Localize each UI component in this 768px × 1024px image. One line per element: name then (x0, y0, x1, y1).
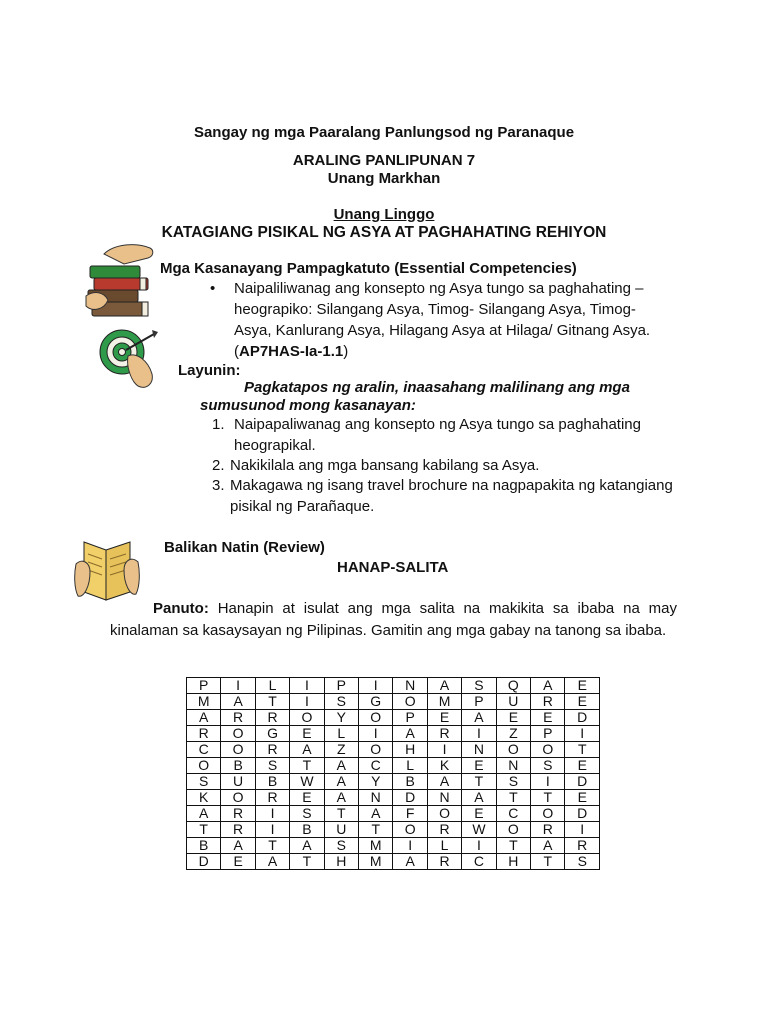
grid-cell: C (187, 742, 221, 758)
grid-cell: E (565, 758, 600, 774)
grid-cell: Q (496, 678, 530, 694)
competency-line-1: Naipaliliwanag ang konsepto ng Asya tungo sa paghahating – (234, 280, 644, 297)
objectives-intro-2: sumusunod mong kasanayan: (200, 397, 416, 414)
grid-row (187, 694, 600, 710)
grid-cell: T (496, 838, 530, 854)
grid-cell: A (393, 854, 427, 870)
grid-cell: I (359, 726, 393, 742)
grid-cell: O (187, 758, 221, 774)
grid-cell: I (462, 838, 496, 854)
grid-cell: E (427, 710, 461, 726)
grid-cell: A (462, 790, 496, 806)
grid-cell: B (255, 774, 289, 790)
grid-cell: T (462, 774, 496, 790)
grid-cell: R (427, 822, 461, 838)
grid-cell: N (496, 758, 530, 774)
word-search-grid (186, 677, 600, 870)
grid-row (187, 838, 600, 854)
grid-cell: O (427, 806, 461, 822)
grid-row (187, 742, 600, 758)
grid-cell: R (187, 726, 221, 742)
quarter-label: Unang Markhan (327, 170, 441, 187)
grid-cell: N (427, 790, 461, 806)
grid-cell: R (255, 742, 289, 758)
grid-cell: O (496, 822, 530, 838)
grid-cell: O (531, 806, 565, 822)
grid-cell: I (565, 822, 600, 838)
grid-cell: A (290, 838, 324, 854)
grid-cell: S (187, 774, 221, 790)
division-name: Sangay ng mga Paaralang Panlungsod ng Paranaque (193, 124, 575, 141)
objective-2-number: 2. (212, 457, 225, 474)
grid-row (187, 790, 600, 806)
grid-row (187, 854, 600, 870)
grid-cell: P (393, 710, 427, 726)
competency-code: AP7HAS-Ia-1.1 (239, 343, 344, 360)
grid-cell: S (324, 838, 358, 854)
grid-cell: S (565, 854, 600, 870)
grid-cell: M (427, 694, 461, 710)
lesson-topic: KATAGIANG PISIKAL NG ASYA AT PAGHAHATING REHIYON (161, 224, 607, 241)
grid-cell: I (462, 726, 496, 742)
grid-cell: R (531, 694, 565, 710)
grid-cell: O (393, 822, 427, 838)
objective-1-line-2: heograpikal. (234, 437, 316, 454)
objectives-heading: Layunin: (178, 362, 241, 379)
grid-cell: W (462, 822, 496, 838)
grid-cell: O (221, 790, 255, 806)
grid-cell: B (393, 774, 427, 790)
grid-cell: D (565, 710, 600, 726)
grid-cell: N (359, 790, 393, 806)
grid-cell: R (531, 822, 565, 838)
grid-cell: O (496, 742, 530, 758)
grid-cell: M (359, 854, 393, 870)
grid-cell: A (221, 694, 255, 710)
grid-cell: I (565, 726, 600, 742)
grid-row (187, 758, 600, 774)
grid-cell: E (565, 790, 600, 806)
grid-cell: R (221, 822, 255, 838)
grid-cell: A (427, 678, 461, 694)
grid-cell: A (359, 806, 393, 822)
grid-cell: G (359, 694, 393, 710)
grid-cell: C (359, 758, 393, 774)
grid-cell: A (255, 854, 289, 870)
grid-row (187, 774, 600, 790)
grid-cell: A (531, 838, 565, 854)
grid-cell: E (462, 806, 496, 822)
grid-cell: T (255, 694, 289, 710)
grid-cell: Z (324, 742, 358, 758)
grid-cell: A (393, 726, 427, 742)
grid-cell: O (290, 710, 324, 726)
grid-cell: I (290, 678, 324, 694)
grid-cell: T (531, 854, 565, 870)
grid-cell: E (290, 790, 324, 806)
grid-cell: M (187, 694, 221, 710)
code-open: ( (234, 343, 239, 360)
grid-cell: I (255, 822, 289, 838)
grid-cell: R (565, 838, 600, 854)
grid-cell: B (290, 822, 324, 838)
grid-cell: D (565, 774, 600, 790)
review-heading: Balikan Natin (Review) (164, 539, 325, 556)
grid-cell: N (393, 678, 427, 694)
grid-cell: E (565, 694, 600, 710)
grid-cell: R (221, 806, 255, 822)
grid-cell: D (393, 790, 427, 806)
grid-cell: A (221, 838, 255, 854)
grid-cell: T (324, 806, 358, 822)
grid-cell: O (221, 742, 255, 758)
grid-cell: S (496, 774, 530, 790)
grid-cell: P (462, 694, 496, 710)
grid-cell: I (531, 774, 565, 790)
grid-cell: O (221, 726, 255, 742)
grid-cell: E (565, 678, 600, 694)
grid-cell: Y (359, 774, 393, 790)
objective-1-line-1: Naipapaliwanag ang konsepto ng Asya tungo sa paghahating (234, 416, 641, 433)
grid-row (187, 726, 600, 742)
grid-cell: F (393, 806, 427, 822)
grid-cell: L (255, 678, 289, 694)
grid-cell: B (187, 838, 221, 854)
grid-cell: A (427, 774, 461, 790)
grid-cell: E (531, 710, 565, 726)
grid-cell: I (427, 742, 461, 758)
grid-cell: D (187, 854, 221, 870)
grid-cell: I (393, 838, 427, 854)
objective-3-line-1: Makagawa ng isang travel brochure na nagpapakita ng katangiang (230, 477, 673, 494)
grid-cell: A (531, 678, 565, 694)
instruction-label: Panuto: (153, 600, 209, 617)
competency-line-3: Asya, Kanlurang Asya, Hilagang Asya at Hilaga/ Gitnang Asya. (234, 322, 651, 339)
objective-3-line-2: pisikal ng Parañaque. (230, 498, 375, 515)
grid-cell: L (427, 838, 461, 854)
grid-cell: T (290, 758, 324, 774)
objectives-intro-1: Pagkatapos ng aralin, inaasahang malilinang ang mga (244, 379, 630, 396)
grid-cell: E (221, 854, 255, 870)
instruction-text: Hanapin at isulat ang mga salita na makikita sa ibaba na may (217, 600, 677, 617)
grid-row (187, 806, 600, 822)
grid-cell: B (221, 758, 255, 774)
grid-cell: R (427, 854, 461, 870)
grid-cell: P (531, 726, 565, 742)
grid-row (187, 822, 600, 838)
grid-cell: A (187, 710, 221, 726)
grid-cell: T (187, 822, 221, 838)
subject-title: ARALING PANLIPUNAN 7 (292, 152, 476, 169)
grid-cell: N (462, 742, 496, 758)
grid-cell: H (324, 854, 358, 870)
grid-cell: S (255, 758, 289, 774)
grid-cell: A (462, 710, 496, 726)
grid-cell: G (255, 726, 289, 742)
grid-cell: O (393, 694, 427, 710)
competency-line-2: heograpiko: Silangang Asya, Timog- Silangang Asya, Timog- (234, 301, 636, 318)
activity-title: HANAP-SALITA (337, 559, 449, 576)
grid-cell: E (462, 758, 496, 774)
grid-cell: K (187, 790, 221, 806)
grid-cell: S (531, 758, 565, 774)
competency-code-line (234, 341, 348, 362)
grid-cell: Z (496, 726, 530, 742)
grid-cell: P (187, 678, 221, 694)
grid-cell: I (221, 678, 255, 694)
grid-cell: U (221, 774, 255, 790)
instruction-line-2: kinalaman sa kasaysayan ng Pilipinas. Gamitin ang mga gabay na tanong sa ibaba. (110, 622, 667, 639)
grid-cell: T (255, 838, 289, 854)
code-close: ) (343, 343, 349, 360)
bullet-icon: • (210, 280, 216, 297)
grid-cell: D (565, 806, 600, 822)
grid-cell: H (496, 854, 530, 870)
grid-cell: L (324, 726, 358, 742)
grid-cell: R (221, 710, 255, 726)
grid-cell: Y (324, 710, 358, 726)
grid-cell: U (324, 822, 358, 838)
grid-cell: C (462, 854, 496, 870)
grid-cell: A (187, 806, 221, 822)
grid-cell: A (324, 790, 358, 806)
target-icon (96, 324, 160, 394)
grid-cell: A (324, 758, 358, 774)
grid-row (187, 710, 600, 726)
grid-cell: P (324, 678, 358, 694)
grid-cell: T (359, 822, 393, 838)
grid-cell: S (290, 806, 324, 822)
grid-cell: O (531, 742, 565, 758)
grid-cell: I (359, 678, 393, 694)
grid-cell: T (290, 854, 324, 870)
grid-cell: A (324, 774, 358, 790)
grid-cell: H (393, 742, 427, 758)
objective-2-line-1: Nakikilala ang mga bansang kabilang sa Asya. (230, 457, 540, 474)
grid-cell: C (496, 806, 530, 822)
grid-cell: E (496, 710, 530, 726)
grid-cell: R (427, 726, 461, 742)
competencies-heading: Mga Kasanayang Pampagkatuto (Essential Competencies) (160, 260, 577, 277)
grid-cell: T (496, 790, 530, 806)
grid-cell: T (565, 742, 600, 758)
books-icon (84, 240, 158, 324)
week-label: Unang Linggo (333, 206, 435, 223)
grid-cell: T (531, 790, 565, 806)
grid-cell: O (359, 742, 393, 758)
grid-cell: O (359, 710, 393, 726)
grid-cell: M (359, 838, 393, 854)
open-book-icon (74, 534, 142, 608)
grid-cell: I (290, 694, 324, 710)
grid-cell: I (255, 806, 289, 822)
grid-cell: E (290, 726, 324, 742)
grid-cell: R (255, 710, 289, 726)
grid-cell: S (462, 678, 496, 694)
grid-cell: A (290, 742, 324, 758)
grid-cell: W (290, 774, 324, 790)
grid-cell: K (427, 758, 461, 774)
objective-3-number: 3. (212, 477, 225, 494)
grid-cell: S (324, 694, 358, 710)
grid-cell: R (255, 790, 289, 806)
grid-cell: L (393, 758, 427, 774)
grid-row (187, 678, 600, 694)
grid-cell: U (496, 694, 530, 710)
objective-1-number: 1. (212, 416, 225, 433)
instruction-line-1 (153, 598, 677, 619)
